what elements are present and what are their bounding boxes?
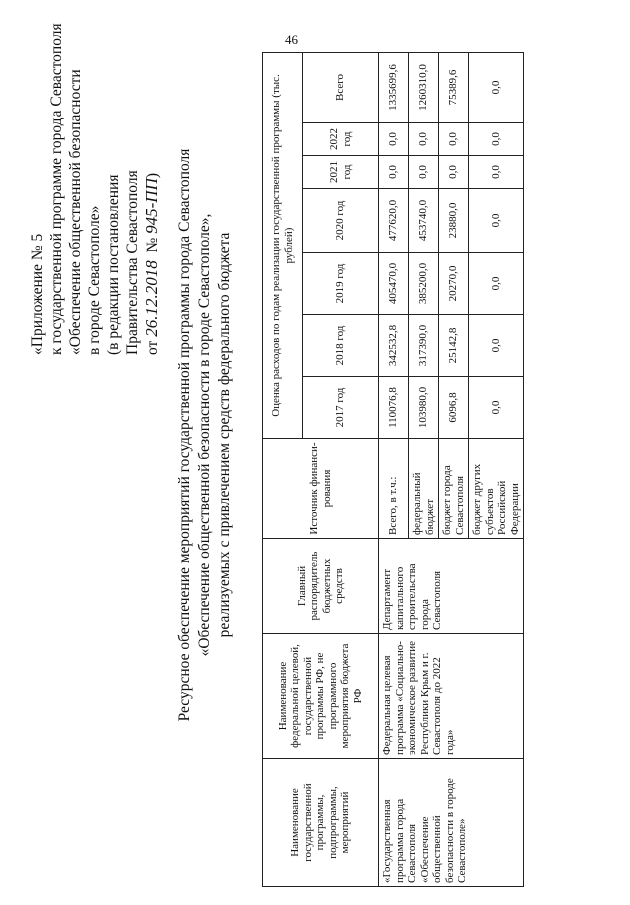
source-cell: бюджет других субъектов Российской Федерации (469, 439, 524, 539)
value-cell: 0,0 (379, 123, 409, 156)
budget-table (262, 52, 524, 887)
table-row (379, 53, 409, 887)
source-cell: бюджет города Севастополя (439, 439, 469, 539)
year-header: 2022 год (303, 123, 379, 156)
value-cell: 0,0 (379, 156, 409, 189)
value-cell: 342532,8 (379, 315, 409, 377)
value-cell: 0,0 (469, 189, 524, 253)
value-cell: 477620,0 (379, 189, 409, 253)
value-cell: 25142,8 (439, 315, 469, 377)
value-cell: 0,0 (469, 123, 524, 156)
value-cell: 0,0 (469, 156, 524, 189)
year-header: 2021 год (303, 156, 379, 189)
federal-program-cell: Федеральная целевая программа «Социально-экономическое развитие Республики Крым и г. Севастополя до 2022 года» (379, 634, 524, 759)
header-program: Наименование государственной программы, подпрограммы, мероприятий (263, 759, 379, 887)
title-line: реализуемых с привлечением средств федерального бюджета (216, 232, 233, 638)
value-cell: 20270,0 (439, 253, 469, 315)
appendix-line: (в редакции постановления (105, 174, 122, 355)
value-cell: 0,0 (409, 123, 439, 156)
closing-bracket: ) (144, 172, 161, 179)
appendix-block (28, 23, 162, 355)
value-cell: 0,0 (409, 156, 439, 189)
source-cell: федеральный бюджет (409, 439, 439, 539)
resolution-date: 26.12.2018 (142, 260, 161, 337)
value-cell: 0,0 (469, 377, 524, 439)
value-cell: 453740,0 (409, 189, 439, 253)
header-row (263, 53, 303, 887)
year-header: 2017 год (303, 377, 379, 439)
source-cell: Всего, в т.ч.: (379, 439, 409, 539)
document-title (175, 95, 235, 775)
year-header: 2019 год (303, 253, 379, 315)
manager-cell: Департамент капитального строительства города Севастополя (379, 539, 524, 634)
value-cell: 0,0 (439, 156, 469, 189)
value-cell: 405470,0 (379, 253, 409, 315)
rotated-page-content (10, 15, 620, 895)
total-cell: 75389,6 (439, 53, 469, 123)
date-prefix: от (144, 336, 161, 355)
total-cell: 1260310,0 (409, 53, 439, 123)
value-cell: 110076,8 (379, 377, 409, 439)
total-header: Всего (303, 53, 379, 123)
value-cell: 23880,0 (439, 189, 469, 253)
value-cell: 103980,0 (409, 377, 439, 439)
header-source: Источник финанси-рования (263, 439, 379, 539)
title-line: «Обеспечение общественной безопасности в городе Севастополе», (196, 213, 213, 657)
resolution-number: 945-ПП (142, 178, 161, 234)
value-cell: 317390,0 (409, 315, 439, 377)
value-cell: 385200,0 (409, 253, 439, 315)
appendix-line: «Приложение № 5 (29, 233, 46, 355)
value-cell: 6096,8 (439, 377, 469, 439)
title-line: Ресурсное обеспечение мероприятий государственной программы города Севастополя (176, 148, 193, 722)
header-federal: Наименование федеральной целевой, государственной программы РФ, не программного мероприятия бюджета РФ (263, 634, 379, 759)
value-cell: 0,0 (469, 315, 524, 377)
number-prefix: № (144, 233, 161, 261)
page-number: 46 (285, 32, 298, 47)
appendix-line: в городе Севастополе» (86, 205, 103, 355)
value-cell: 0,0 (469, 253, 524, 315)
budget-table-wrap (262, 52, 524, 887)
header-estimate: Оценка расходов по годам реализации государственной программы (тыс. рублей) (263, 53, 303, 439)
appendix-date-line (142, 23, 162, 355)
year-header: 2020 год (303, 189, 379, 253)
appendix-line: Правительства Севастополя (124, 170, 141, 355)
appendix-line: к государственной программе города Севастополя (48, 23, 65, 355)
header-manager: Главный распорядитель бюджетных средств (263, 539, 379, 634)
total-cell: 1335699,6 (379, 53, 409, 123)
year-header: 2018 год (303, 315, 379, 377)
value-cell: 0,0 (439, 123, 469, 156)
appendix-line: «Обеспечение общественной безопасности (67, 69, 84, 355)
program-cell: «Государственная программа города Севастополя «Обеспечение общественной безопасности в городе Севастополе» (379, 759, 524, 887)
total-cell: 0,0 (469, 53, 524, 123)
